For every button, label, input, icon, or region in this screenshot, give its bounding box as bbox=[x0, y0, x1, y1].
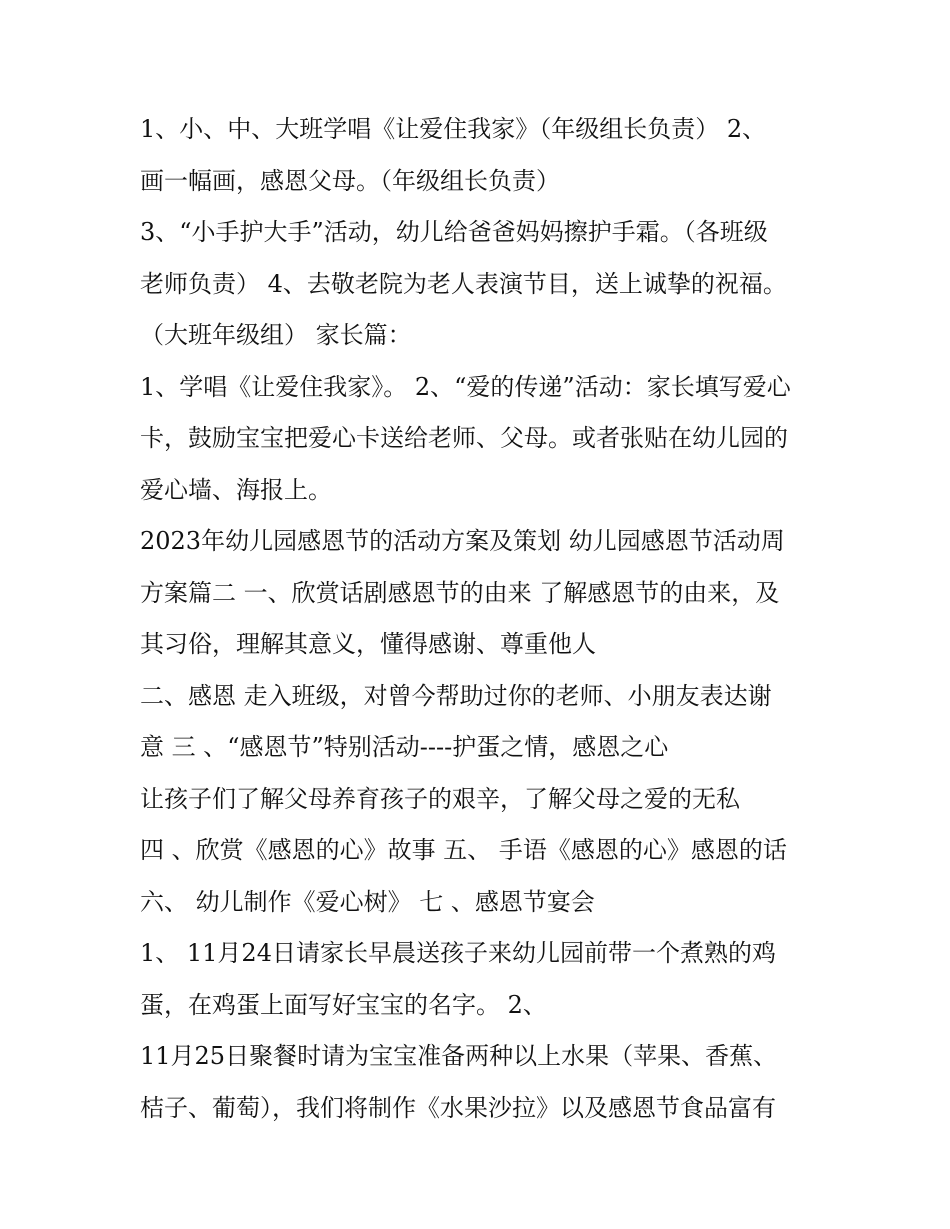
text-line: 桔子、葡萄），我们将制作《水果沙拉》以及感恩节食品富有 bbox=[140, 1093, 776, 1122]
text-line: 让孩子们了解父母养育孩子的艰辛，了解父母之爱的无私 bbox=[140, 784, 740, 813]
text-line: 爱心墙、海报上。 bbox=[140, 475, 332, 504]
text-line: 二、感恩 走入班级，对曾今帮助过你的老师、小朋友表达谢 bbox=[140, 681, 772, 710]
text-line: 卡，鼓励宝宝把爱心卡送给老师、父母。或者张贴在幼儿园的 bbox=[140, 424, 788, 452]
text-line: 四 、欣赏《感恩的心》故事 五、 手语《感恩的心》感恩的话 bbox=[140, 836, 787, 864]
text-line: （大班年级组） 家长篇： bbox=[140, 321, 412, 349]
text-line: 老师负责） 4、去敬老院为老人表演节目，送上诚挚的祝福。 bbox=[140, 269, 787, 298]
text-line: 意 三 、“感恩节”特别活动----护蛋之情，感恩之心 bbox=[140, 733, 669, 761]
text-line: 六、 幼儿制作《爱心树》 七 、感恩节宴会 bbox=[140, 887, 595, 916]
text-line: 方案篇二 一、欣赏话剧感恩节的由来 了解感恩节的由来，及 bbox=[140, 578, 780, 607]
text-line: 1、学唱《让爱住我家》。 2、“爱的传递”活动：家长填写爱心 bbox=[140, 372, 791, 401]
text-line: 2023年幼儿园感恩节的活动方案及策划 幼儿园感恩节活动周 bbox=[140, 527, 785, 555]
text-line: 3、“小手护大手”活动，幼儿给爸爸妈妈擦护手霜。（各班级 bbox=[140, 218, 768, 246]
document-body bbox=[140, 104, 820, 1134]
text-line: 其习俗，理解其意义，懂得感谢、尊重他人 bbox=[140, 630, 596, 658]
text-line: 1、 11月24日请家长早晨送孩子来幼儿园前带一个煮熟的鸡 bbox=[140, 939, 776, 967]
text-line: 1、小、中、大班学唱《让爱住我家》（年级组长负责） 2、 bbox=[140, 115, 767, 143]
text-line: 11月25日聚餐时请为宝宝准备两种以上水果（苹果、香蕉、 bbox=[140, 1042, 778, 1070]
text-line: 画一幅画，感恩父母。（年级组长负责） bbox=[140, 166, 560, 195]
text-line: 蛋，在鸡蛋上面写好宝宝的名字。 2、 bbox=[140, 990, 547, 1019]
